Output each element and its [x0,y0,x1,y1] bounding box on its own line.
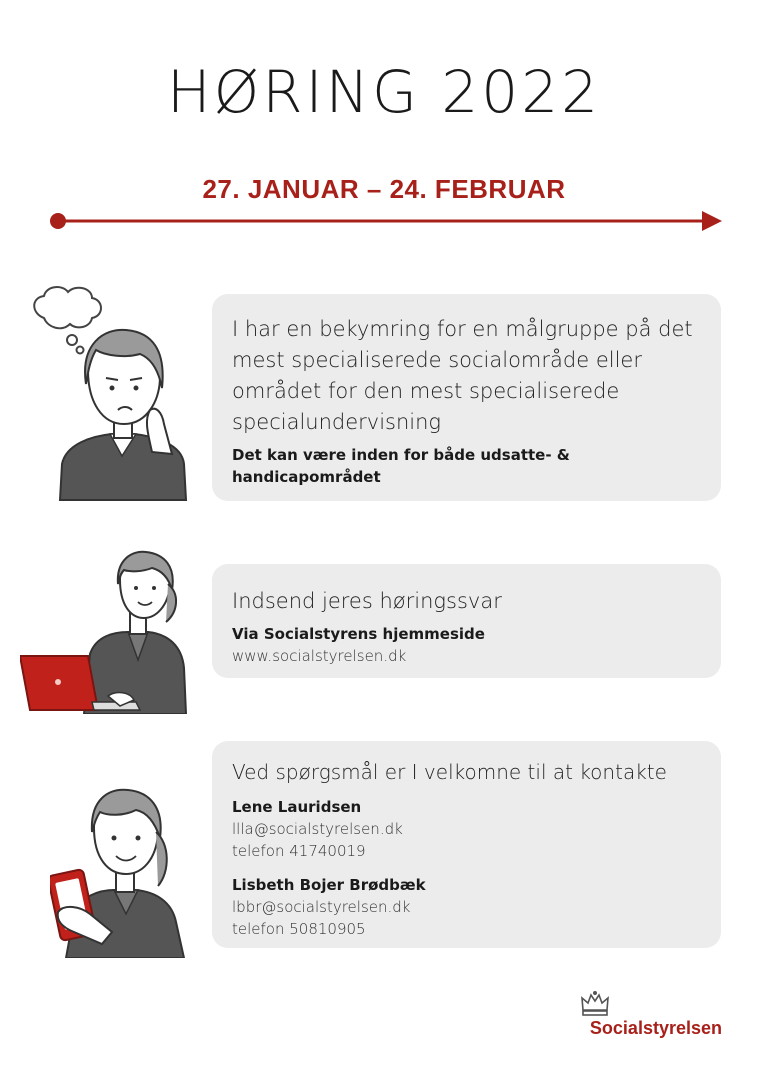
person-laptop-icon [20,550,192,714]
contact-card [212,741,721,948]
person-phone-icon [50,782,192,958]
contact-name: Lene Lauridsen [232,798,362,816]
contact-email[interactable]: llla@socialstyrelsen.dk [232,820,403,838]
concern-note: Det kan være inden for både udsatte- & handicapområdet [232,446,570,486]
contact-name: Lisbeth Bojer Brødbæk [232,876,426,894]
timeline-arrow [46,208,726,234]
contact-phone[interactable]: telefon 50810905 [232,920,366,938]
contact-email[interactable]: lbbr@socialstyrelsen.dk [232,898,411,916]
submit-heading: Indsend jeres høringssvar [232,589,502,613]
submit-card [212,564,721,678]
contact-heading: Ved spørgsmål er I velkomne til at kontakte [232,760,667,784]
submit-via: Via Socialstyrens hjemmeside [232,625,485,643]
date-range: 27. JANUAR – 24. FEBRUAR [202,174,566,204]
contact-phone[interactable]: telefon 41740019 [232,842,366,860]
page-title: HØRING 2022 [166,58,602,126]
logo-text: Socialstyrelsen [589,1018,722,1038]
concern-card [212,294,721,501]
worried-person-icon [22,284,194,502]
socialstyrelsen-logo [562,990,722,1040]
crown-icon [580,990,610,1018]
concern-text: I har en bekymring for en målgruppe på det mest specialiserede socialområde eller området for den mest specialiserede specialundervisning [232,317,693,434]
website-link[interactable]: www.socialstyrelsen.dk [232,647,407,665]
